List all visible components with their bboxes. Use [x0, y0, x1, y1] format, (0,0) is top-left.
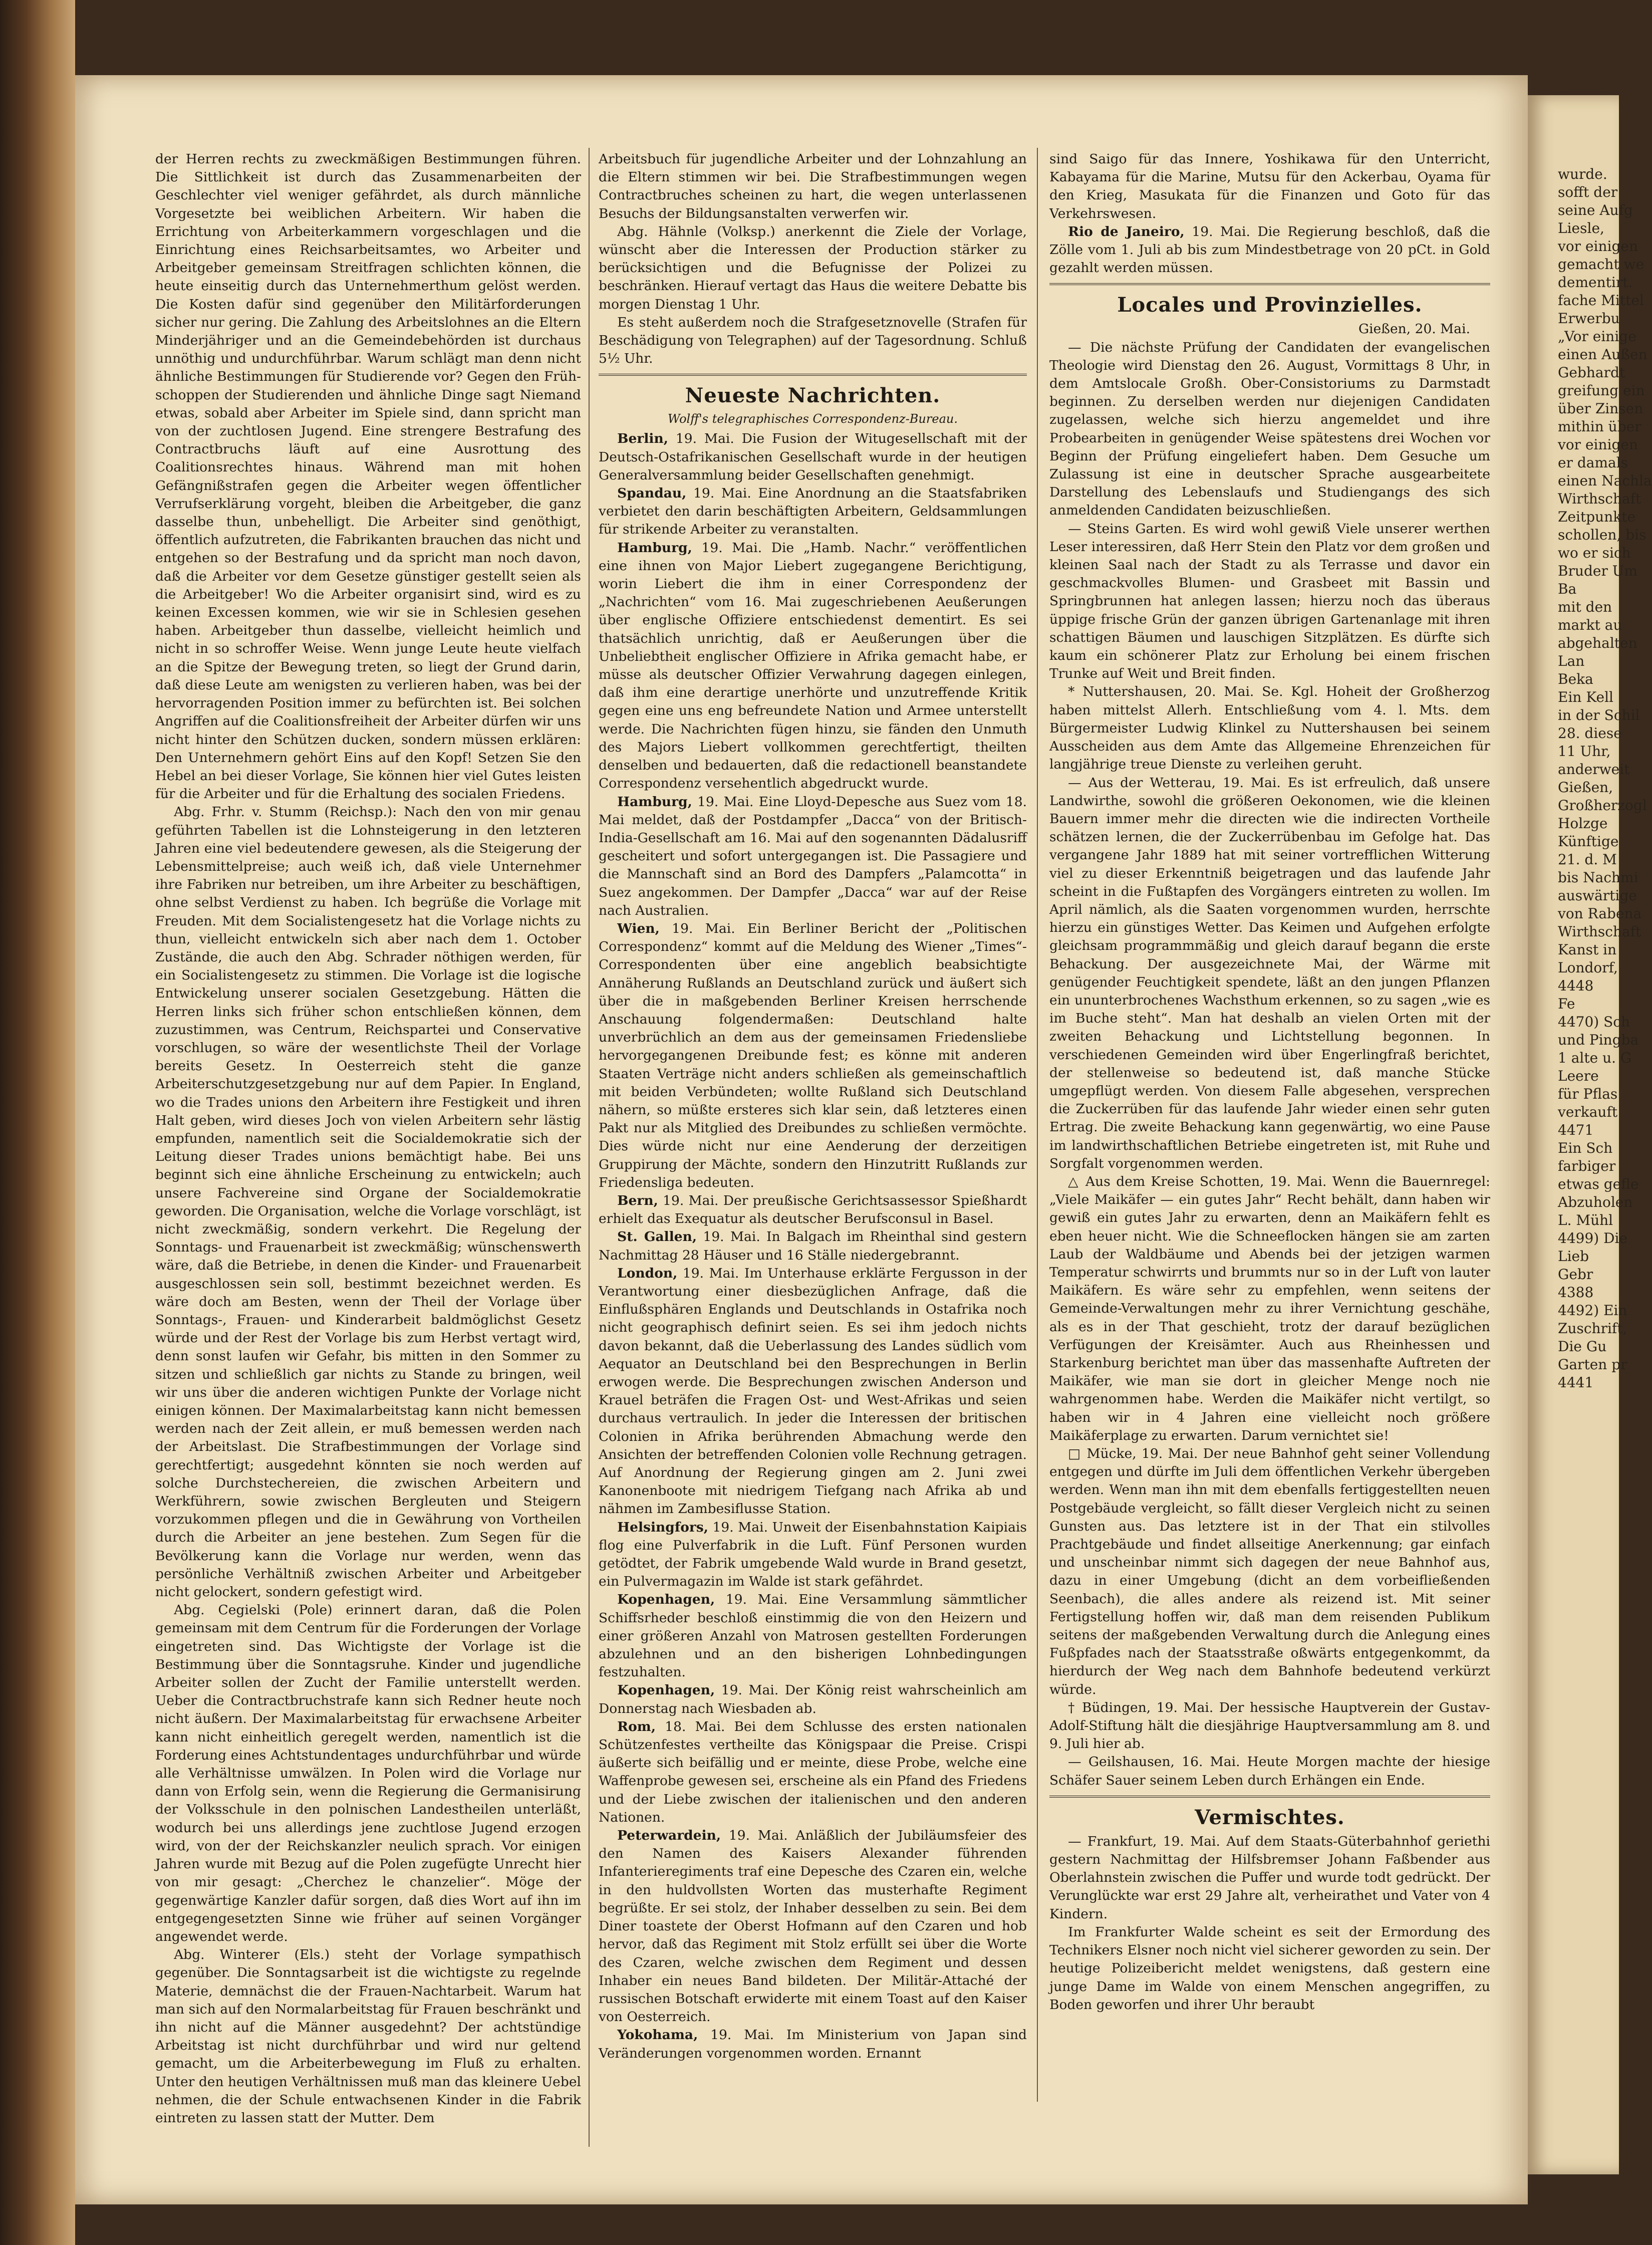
news-location: Bern, [617, 1192, 658, 1208]
news-location: Kopenhagen, [617, 1592, 715, 1608]
news-text: 19. Mai. Die Fusion der Witugesellschaft mit der Deutsch-Ostafrikanischen Gesellschaft wurde in der heutigen Generalversammlung beider Gesellschaften genehmigt. [599, 431, 1027, 483]
strip-line: Lieb [1558, 1248, 1589, 1265]
article-paragraph: — Die nächste Prüfung der Candidaten der evangelischen Theologie wird Dienstag den 26. August, Vormittags 8 Uhr, in dem Amtslocale Großh. Ober-Consistoriums zu Darmstadt beginnen. Zu derselben werden nur diejenigen Candidaten zugelassen, welche sich hierzu angemeldet und ihre Probearbeiten in genügender Weise spätestens drei Wochen vor Beginn der Prüfung eingeliefert haben. Dem Gesuche um Zulassung ist eine in deutscher Sprache ausgearbeitete Darstellung des Lebenslaufs und Studiengangs des sich anmeldenden Candidaten beizuschließen. [1049, 339, 1490, 519]
news-location: Peterwardein, [617, 1828, 721, 1844]
news-item [599, 1265, 1027, 1519]
news-text: 19. Mai. Im Unterhause erklärte Fergusson in der Verantwortung einer diesbezüglichen Anfrage, daß die Einflußsphären Englands und Deutschlands in Ostafrika noch nicht geographisch definirt seien. Es sei ihm jedoch nichts davon bekannt, daß die Ueberlassung des Landes südlich vom Aequator an Deutschland bei den Besprechungen in Berlin erwogen werde. Die Besprechungen zwischen Anderson und Krauel beträfen die Fragen Ost- und West-Afrikas und seien durchaus vertraulich. In jeder die Interessen der britischen Colonien in Afrika berührenden Abmachung werde den Ansichten der betreffenden Colonien volle Rechnung getragen. Auf Anordnung der Regierung gingen am 2. Juni zwei Kanonenboote mit niedrigem Tiefgang nach Afrika ab und nähmen im Zambesiflusse Station. [599, 1265, 1027, 1517]
news-item [599, 1228, 1027, 1264]
news-text: 19. Mai. Der preußische Gerichtsassessor Spießhardt erhielt das Exequatur als deutscher Berufsconsul in Basel. [599, 1192, 1027, 1227]
article-paragraph: Es steht außerdem noch die Strafgesetznovelle (Strafen für Beschädigung von Telegraphen) auf der Tagesordnung. Schluß 5½ Uhr. [599, 314, 1027, 367]
strip-line: Londorf, [1558, 959, 1618, 976]
strip-line: Fe [1558, 995, 1575, 1012]
article-paragraph: sind Saigo für das Innere, Yoshikawa für den Unterricht, Kabayama für die Marine, Mutsu für den Ackerbau, Oyama für den Krieg, Masukata für die Finanzen und Goto für das Verkehrswesen. [1049, 151, 1490, 221]
strip-line: er damals [1558, 454, 1628, 471]
strip-line: Leere [1558, 1068, 1599, 1084]
strip-line: Wirthschaft [1558, 923, 1641, 940]
section-subtitle: Wolff's telegraphisches Correspondenz-Bureau. [668, 412, 958, 426]
adjacent-page-strip [1528, 95, 1652, 2174]
article-paragraph: □ Mücke, 19. Mai. Der neue Bahnhof geht seiner Vollendung entgegen und dürfte im Juli dem öffentlichen Verkehr übergeben werden. Wenn man ihn mit dem ebenfalls fertiggestellten neuen Postgebäude vergleicht, so fällt dieser Vergleich nicht zu seinen Gunsten aus. Das letztere ist in der That ein stilvolles Prachtgebäude und findet allseitige Anerkennung; gar einfach und unscheinbar nimmt sich dagegen der neue Bahnhof aus, dazu in einer Umgebung (dicht an dem vorbeifließenden Seenbach), die alles andere als reizend ist. Mit seiner Fertigstellung hoffen wir, daß man dem reisenden Publikum seitens der maßgebenden Verwaltung durch die Anlegung eines Fußpfades nach der Staatsstraße oßwärts entgegenkommt, da hierdurch der Weg nach dem Bahnhofe bedeutend verkürzt würde. [1049, 1446, 1490, 1697]
local-news [1049, 339, 1490, 1790]
article-paragraph: Im Frankfurter Walde scheint es seit der Ermordung des Technikers Elsner noch nicht viel sicherer geworden zu sein. Der heutige Polizeibericht meldet wenigstens, daß gestern eine junge Dame im Walde von einem Menschen angegriffen, zu Boden geworfen und ihrer Uhr beraubt [1049, 1924, 1490, 2013]
strip-line: Holzge [1558, 815, 1608, 832]
strip-line: einen Außen [1558, 346, 1647, 363]
strip-line: 11 Uhr, [1558, 743, 1611, 760]
strip-line: 4471 [1558, 1122, 1594, 1138]
news-text: 19. Mai. Eine Versammlung sämmtlicher Schiffsrheder beschloß einstimmig die von den Heizern und einer größeren Anzahl von Matrosen gestellten Forderungen abzulehnen und an den bisherigen Lohnbedingungen festzuhalten. [599, 1592, 1027, 1680]
strip-line: Lan [1558, 653, 1585, 669]
strip-line: wurde. [1558, 166, 1607, 182]
strip-line: bis Nachmi [1558, 869, 1638, 886]
article-paragraph: der Herren rechts zu zweckmäßigen Bestimmungen führen. Die Sittlichkeit ist durch das Zusammenarbeiten der Geschlechter viel weniger gefährdet, als durch männliche Vorgesetzte bei weiblichen Arbeitern. Wir haben die Errichtung von Arbeiterkammern vorgeschlagen und die Einrichtung eines Reichsarbeitsamtes, wo Arbeiter und Arbeitgeber gemeinsam Streitfragen schlichten können, die heute einseitig durch das Unternehmerthum gelöst werden. Die Kosten dafür sind gegenüber den Militärforderungen sicher nur gering. Die Zahlung des Arbeitslohnes an die Eltern Minderjähriger und an die Gemeindebehörden ist durchaus unnöthig und undurchführbar. Warum schlägt man denn nicht ähnliche Bestimmungen für Studierende vor? Gegen den Frühschoppen der Studierenden und ähnliche Dinge sagt Niemand etwas, sobald aber Arbeiter im Spiele sind, dann spricht man von der zuchtlosen Jugend. Eine strengere Bestrafung des Contractbruchs läuft auf eine Ausrottung des Coalitionsrechtes hinaus. Während man mit hohen Gefängnißstrafen gegen die Arbeiter wegen öffentlicher Verrufserklärung vorgeht, bleiben die Arbeitgeber, die ganz dasselbe thun, unbehelligt. Die Arbeiter sind genöthigt, öffentlich aufzutreten, die Fabrikanten brauchen das nicht und entgehen so der Bestrafung und da spricht man noch davon, daß die Arbeiter vor dem Gesetze günstiger gestellt seien als die Arbeitgeber! Wo die Arbeiter organisirt sind, wird es zu keinen Excessen kommen, wie wir sie in Schlesien gesehen haben. Arbeitgeber thun dasselbe, vielleicht heimlich und nicht in so schroffer Weise. Wenn junge Leute heute vielfach an die Spitze der Bewegung treten, so liegt der Grund darin, daß diese Leute am wenigsten zu verlieren haben, was bei der hervorragenden Position immer zu befürchten ist. Bei solchen Angriffen auf die Coalitionsfreiheit der Arbeiter dürfen wir uns nicht hinter den Schützen ducken, sondern müssen erklären: Den Unternehmern gehört Eins auf den Kopf! Setzen Sie den Hebel an bei dieser Vorlage, Sie können hier viel Gutes leisten für die Arbeiter und für die Erhaltung des socialen Friedens. [155, 151, 581, 802]
strip-line: Gebhardt [1558, 364, 1625, 381]
strip-line: verkauft [1558, 1104, 1618, 1120]
article-paragraph: * Nuttershausen, 20. Mai. Se. Kgl. Hoheit der Großherzog haben mittelst Allerh. Entschließung vom 4. l. Mts. dem Bürgermeister Ludwig Klinkel zu Nuttershausen bei seinem Ausscheiden aus dem Amte das Allgemeine Ehrenzeichen für langjährige treue Dienste zu verleihen geruht. [1049, 684, 1490, 773]
strip-line: abgehalten [1558, 635, 1637, 651]
strip-line: vor einigen [1558, 436, 1638, 453]
news-location: Spandau, [617, 485, 687, 502]
news-item [599, 920, 1027, 1192]
strip-line: Zeitpunkte [1558, 509, 1636, 525]
adjacent-page-text [1528, 95, 1652, 1392]
article-paragraph: Arbeitsbuch für jugendliche Arbeiter und der Lohnzahlung an die Eltern stimmen wir bei. Die Strafbestimmungen wegen Contractbruches scheinen zu hart, die wegen unterlassenen Besuchs der Bildungsanstalten verwerfen wir. [599, 151, 1027, 221]
news-text: 19. Mai. Eine Lloyd-Depesche aus Suez vom 18. Mai meldet, daß der Postdampfer „Dacca“ von der Britisch-India-Gesellschaft am 16. Mai auf den sogenannten Dädalusriff gescheitert und sofort untergegangen ist. Die Passagiere und die Mannschaft sind an Bord des Dampfers „Palamcotta“ in Suez angekommen. Der Dampfer „Dacca“ war auf der Reise nach Australien. [599, 794, 1027, 918]
news-text: 19. Mai. In Balgach im Rheinthal sind gestern Nachmittag 28 Häuser und 16 Ställe niedergebrannt. [599, 1229, 1027, 1263]
strip-line: auswärtige [1558, 887, 1637, 904]
news-item [599, 1827, 1027, 2026]
strip-line: Gießen, [1558, 779, 1613, 796]
strip-line: Kanst in [1558, 941, 1617, 958]
strip-line: Erwerbu [1558, 310, 1620, 327]
column-3 [1049, 150, 1490, 2104]
section-rule [599, 374, 1027, 376]
news-location: St. Gallen, [617, 1229, 697, 1245]
strip-line: Liesle, [1558, 220, 1604, 236]
news-text: 19. Mai. Der König reist wahrscheinlich am Donnerstag nach Wiesbaden ab. [599, 1682, 1027, 1716]
strip-line: 4448 [1558, 977, 1594, 994]
news-item [599, 793, 1027, 920]
news-text: 19. Mai. Ein Berliner Bericht der „Politischen Correspondenz“ kommt auf die Meldung des Wiener „Times“-Correspondenten über eine angeblich beabsichtigte Annäherung Rußlands an Deutschland zurück und äußert sich über die in maßgebenden Berliner Kreisen herrschende Anschauung folgendermaßen: Deutschland halte unverbrüchlich an dem aus der gemeinsamen Friedensliebe hervorgegangenen Dreibunde fest; es könne mit anderen Staaten Verträge nicht anders schließen als gemeinschaftlich mit beiden Verbündeten; wollte Rußland sich Deutschland nähern, so müßte ersteres sich klar sein, daß letzteres einen Pakt nur als Mitglied des Dreibundes zu schließen vermöchte. Dies würde nicht nur eine Aenderung der derzeitigen Gruppirung der Mächte, sondern den Hinzutritt Rußlands zur Friedensliga bedeuten. [599, 920, 1027, 1190]
strip-line: Zuschrift, [1558, 1320, 1627, 1337]
strip-line: Ein Kell [1558, 689, 1613, 705]
strip-line: 4441 [1558, 1374, 1594, 1391]
news-item [1049, 223, 1490, 278]
news-text: 19. Mai. Eine Anordnung an die Staatsfabriken verbietet den darin beschäftigten Arbeitern, Geldsammlungen für strikende Arbeiter zu veranstalten. [599, 485, 1027, 538]
strip-line: mit den [1558, 599, 1612, 615]
news-location: Rom, [617, 1718, 656, 1734]
strip-line: Beka [1558, 671, 1593, 687]
article-paragraph: † Büdingen, 19. Mai. Der hessische Hauptverein der Gustav-Adolf-Stiftung hält die diesjährige Hauptversammlung am 8. und 9. Juli hier ab. [1049, 1699, 1490, 1752]
strip-line: und Pingba [1558, 1032, 1639, 1048]
strip-line: Wirthschaft [1558, 490, 1641, 507]
strip-line: 4388 [1558, 1284, 1594, 1301]
news-text: 18. Mai. Bei dem Schlusse des ersten nationalen Schützenfestes vertheilte das Königspaar die Preise. Crispi äußerte sich beifällig und er meinte, diese Probe, welche eine Waffenprobe gewesen sei, erscheine als ein Pfand des Friedens und der Liebe zwischen der italienischen und den anderen Nationen. [599, 1718, 1027, 1825]
news-text: 19. Mai. Anläßlich der Jubiläumsfeier des den Namen des Kaisers Alexander führenden Infanterieregiments traf eine Depesche des Czaren ein, welche in den huldvollsten Worten das musterhafte Regiment begrüßte. Er sei stolz, der Inhaber desselben zu sein. Bei dem Diner toastete der Oberst Hofmann auf den Czaren und hob hervor, daß das Regiment mit Stolz erfüllt sei über die Worte des Czaren, welche zwischen dem Regiment und dessen Inhaber ein neues Band bildeten. Der Militär-Attaché der russischen Botschaft erwiderte mit einem Toast auf den Kaiser von Oesterreich. [599, 1828, 1027, 2025]
column-divider [589, 148, 590, 2147]
strip-line: 21. d. M [1558, 851, 1617, 868]
news-item [599, 1192, 1027, 1228]
strip-line: greifung ein [1558, 382, 1645, 399]
article-paragraph: — Aus der Wetterau, 19. Mai. Es ist erfreulich, daß unsere Landwirthe, sowohl die größeren Oekonomen, wie die kleinen Bauern immer mehr die directen wie die indirecten Vortheile schätzen lernen, die der Zuckerrübenbau im Gefolge hat. Das vergangene Jahr 1889 hat mit seiner vortrefflichen Witterung viel zu dieser Erkenntniß beigetragen und das laufende Jahr scheint in die Fußtapfen des Vorgängers eintreten zu wollen. Im April nämlich, als die Saaten vorgenommen wurden, herrschte hierzu ein günstiges Wetter. Das Keimen und Aufgehen erfolgte gleichsam programmmäßig und gleich darauf begann die erste Behackung. Der ausgezeichnete Mai, der Wärme mit genügender Feuchtigkeit spendete, läßt an den jungen Pflanzen ein ununterbrochenes Wachsthum erkennen, so zu sagen „wie es im Buche steht“. Man hat deshalb an vielen Orten mit der zweiten Behackung und Lichtstellung begonnen. In verschiedenen Gemeinden wird über Engerlingfraß berichtet, der stellenweise so bedeutend ist, daß manche Stücke umgepflügt werden. Von diesem Falle abgesehen, versprechen die Zuckerrüben für das laufende Jahr wieder einen sehr guten Ertrag. Die zweite Behackung kann gegenwärtig, wo eine Pause im landwirthschaftlichen Betriebe eingetreten ist, mit Ruhe und Sorgfalt vorgenommen werden. [1049, 775, 1490, 1171]
strip-line: gemacht we [1558, 256, 1644, 273]
misc-news [1049, 1833, 1490, 2014]
article-paragraph: — Geilshausen, 16. Mai. Heute Morgen machte der hiesige Schäfer Sauer seinem Leben durch Erhängen ein Ende. [1049, 1754, 1490, 1788]
news-location: Helsingfors, [617, 1519, 709, 1535]
news-location: Wien, [617, 920, 660, 936]
news-location: Hamburg, [617, 540, 692, 556]
strip-line: Garten pr [1558, 1356, 1627, 1373]
news-location: Berlin, [617, 431, 668, 447]
strip-line: Die Gu [1558, 1338, 1607, 1355]
strip-line: Gebr [1558, 1266, 1593, 1283]
section-rule [1049, 1796, 1490, 1798]
news-location: Kopenhagen, [617, 1682, 715, 1698]
article-paragraph: △ Aus dem Kreise Schotten, 19. Mai. Wenn die Bauernregel: „Viele Maikäfer — ein gutes Jahr“ Recht behält, dann haben wir gewiß ein gutes Jahr zu erwarten, denn an Maikäfern fehlt es eben heuer nicht. Wie die Schneeflocken hängen sie am zarten Laub der Waldbäume und Abends bei der jetzigen warmen Temperatur schwirrts und brummts nur so in der Luft von lauter Maikäfern. Es wäre sehr zu empfehlen, wenn seitens der Gemeinde-Verwaltungen mehr zu ihrer Vernichtung geschähe, als es in der That geschieht, trotz der darauf bezüglichen Verfügungen der Kreisämter. Auch aus Rheinhessen und Starkenburg berichtet man über das massenhafte Auftreten der Maikäfer, wie man sie dort in gleicher Menge noch nie wahrgenommen habe. Werden die Maikäfer nicht vertilgt, so haben wir in 4 Jahren eine vielleicht noch größere Maikäferplage zu erwarten. Darum vernichtet sie! [1049, 1173, 1490, 1443]
strip-line: Großherzogl [1558, 797, 1647, 814]
strip-line: für Pflas [1558, 1086, 1618, 1102]
strip-line: in der Schil [1558, 707, 1640, 723]
section-title-neueste-nachrichten: Neueste Nachrichten. [685, 384, 941, 408]
news-item [599, 484, 1027, 539]
strip-line: Abzuholen [1558, 1194, 1633, 1210]
strip-line: 28. diese [1558, 725, 1622, 741]
news-location: London, [617, 1265, 678, 1281]
news-item [599, 1681, 1027, 1717]
news-text: 19. Mai. Unweit der Eisenbahnstation Kaipiais flog eine Pulverfabrik in die Luft. Fünf Personen wurden getödtet, der Fabrik umgebende Wald wurde in Brand gesetzt, ein Pulvermagazin im Walde ist stark gefährdet. [599, 1519, 1027, 1590]
news-item [599, 430, 1027, 484]
strip-line: anderweit [1558, 761, 1630, 778]
article-paragraph: Abg. Frhr. v. Stumm (Reichsp.): Nach den von mir genau geführten Tabellen ist die Lohnsteigerung in den letzteren Jahren eine viel bedeutendere gewesen, als die Steigerung der Lebensmittelpreise; auch weiß ich, daß viele Unternehmer ihre Fabriken nur betreiben, um ihre Arbeiter zu beschäftigen, ohne selbst Verdienst zu haben. Ich begrüße die Vorlage mit Freuden. Mit dem Socialistengesetz hat die Vorlage nichts zu thun, vielleicht entwickeln sich aber nach dem 1. October Zustände, die auch den Abg. Schrader nöthigen werden, für ein Socialistengesetz zu stimmen. Die Vorlage ist die logische Entwickelung unserer socialen Gesetzgebung. Hätten die Herren links sich früher schon entschließen können, dem zuzustimmen, was Centrum, Reichspartei und Conservative vorschlugen, so wäre der wesentlichste Theil der Vorlage bereits Gesetz. In Oesterreich steht die ganze Arbeiterschutzgesetzgebung nur auf dem Papier. In England, wo die Trades unions den Arbeitern ihre Festigkeit und ihren Halt geben, wird dieses Joch von vielen Arbeitern sehr lästig empfunden, namentlich seit die Socialdemokratie sich der Leitung dieser Trades unions bemächtigt habe. Bei uns beginnt sich eine ähnliche Erscheinung zu entwickeln; auch unsere Fachvereine sind Organe der Socialdemokratie geworden. Die Organisation, welche die Vorlage vorschlägt, ist nicht zweckmäßig, sondern verkehrt. Die Regelung der Sonntags- und Frauenarbeit ist zweckmäßig; wünschenswerth wäre, daß die Betriebe, in denen die Kinder- und Frauenarbeit ausgeschlossen sein soll, bestimmt bezeichnet werden. Es wäre doch am Besten, wenn der Theil der Vorlage über Sonntags-, Frauen- und Kinderarbeit baldmöglichst Gesetz würde und der Rest der Vorlage bis zum Herbst vertagt wird, denn sonst laufen wir Gefahr, bis mitten in den Sommer zu sitzen und schließlich gar nichts zu Stande zu bringen, weil wir uns über die anderen wichtigen Punkte der Vorlage nicht einigen können. Der Maximalarbeitstag kann nicht bemessen werden nach der Zeit allein, er muß bemessen werden nach der Arbeitslast. Die Strafbestimmungen der Vorlage sind gerechtfertigt; ausgedehnt könnten sie noch werden auf solche Durchstechereien, die zwischen Arbeitern und Werkführern, sowie zwischen Bergleuten und Steigern vorzukommen pflegen und die in Gewährung von Vortheilen durch die Arbeiter an jene bestehen. Zum Segen für die Bevölkerung kann die Vorlage nur werden, wenn das persönliche Verhältniß zwischen Arbeiter und Arbeitgeber nicht gelockert, sondern gefestigt wird. [155, 804, 581, 1600]
news-item [599, 2026, 1027, 2062]
news-items [599, 430, 1027, 2062]
news-item [599, 539, 1027, 793]
strip-line: von Rabena [1558, 905, 1642, 922]
news-text: 19. Mai. Im Ministerium von Japan sind Veränderungen vorgenommen worden. Ernannt [599, 2027, 1027, 2061]
strip-line: 4499) Die [1558, 1230, 1628, 1246]
news-text: 19. Mai. Die Regierung beschloß, daß die Zölle vom 1. Juli ab bis zum Mindestbetrage von 20 pCt. in Gold gezahlt werden müssen. [1049, 223, 1490, 276]
strip-line: mithin über [1558, 418, 1641, 435]
section-title-locales: Locales und Provinzielles. [1117, 293, 1423, 317]
strip-line: Ba [1558, 581, 1577, 597]
strip-line: 4492) Ein [1558, 1302, 1627, 1319]
strip-line: etwas gefle [1558, 1176, 1639, 1192]
section-title-vermischtes: Vermischtes. [1195, 1805, 1345, 1829]
column-1 [155, 150, 581, 2149]
strip-line: dementirt. [1558, 274, 1633, 291]
news-item [599, 1718, 1027, 1827]
strip-line: fache Mittel [1558, 292, 1644, 309]
article-paragraph: — Steins Garten. Es wird wohl gewiß Viele unserer werthen Leser interessiren, daß Herr Stein den Platz vor dem großen und kleinen Saal nach der Stadt zu als Terrasse und davor ein geschmackvolles Blumen- und Grasbeet mit Bassin und Springbrunnen hat anlegen lassen; hierzu noch das überaus üppige frische Grün der ganzen übrigen Gartenanlage mit ihren schattigen Bäumen und lauschigen Sitzplätzen. Es dürfte sich kaum ein schönerer Platz zur Erholung bei einem frischen Trunke auf Weit und Breit finden. [1049, 521, 1490, 682]
strip-line: einen Nachla [1558, 472, 1652, 489]
strip-line: farbiger [1558, 1158, 1616, 1174]
strip-line: wo er sich [1558, 545, 1631, 561]
dateline: Gießen, 20. Mai. [1358, 321, 1470, 337]
news-location: Hamburg, [617, 794, 692, 810]
strip-line: markt au [1558, 617, 1622, 633]
column-divider [1037, 148, 1038, 2102]
news-location: Rio de Janeiro, [1068, 223, 1185, 239]
column-2 [599, 150, 1027, 2104]
strip-line: Bruder Um [1558, 563, 1637, 579]
strip-line: 1 alte u. G [1558, 1050, 1632, 1066]
strip-line: Ein Sch [1558, 1140, 1613, 1156]
strip-line: vor einigen [1558, 238, 1638, 255]
article-paragraph: Abg. Hähnle (Volksp.) anerkennt die Ziele der Vorlage, wünscht aber die Interessen der Production stärker zu berücksichtigen und die Befugnisse der Polizei zu beschränken. Hierauf vertagt das Haus die weitere Debatte bis morgen Dienstag 1 Uhr. [599, 223, 1027, 312]
section-rule [1049, 283, 1490, 285]
news-location: Yokohama, [617, 2027, 698, 2043]
news-item [599, 1519, 1027, 1591]
strip-line: sofft der [1558, 184, 1618, 200]
strip-line: 4470) Sch [1558, 1014, 1630, 1030]
strip-line: Künftige [1558, 833, 1619, 850]
news-item [599, 1591, 1027, 1681]
news-text: 19. Mai. Die „Hamb. Nachr.“ veröffentlichen eine ihnen von Major Liebert zugegangene Berichtigung, worin Liebert die ihm in einer Correspondenz der „Nachrichten“ vom 16. Mai zugeschriebenen Aeußerungen über englische Offiziere entschiedenst dementirt. Es sei thatsächlich unrichtig, daß er Aeußerungen über die Unbeliebtheit englischer Offiziere in Afrika gemacht habe, er müsse als deutscher Offizier Verwahrung dagegen einlegen, daß ihm eine derartige unerhörte und unzutreffende Kritik gegen eine uns eng befreundete Nation und Armee unterstellt werde. Die Nachrichten fügen hinzu, sie fänden den Unmuth des Majors Liebert vollkommen gerechtfertigt, theilten denselben und bedauerten, daß die redactionell beanstandete Correspondenz versehentlich abgedruckt wurde. [599, 540, 1027, 792]
article-paragraph: Abg. Cegielski (Pole) erinnert daran, daß die Polen gemeinsam mit dem Centrum für die Forderungen der Vorlage eingetreten sind. Das Wichtigste der Vorlage ist die Bestimmung über die Sonntagsruhe. Kinder und jugendliche Arbeiter sollen der Zucht der Familie unterstellt werden. Ueber die Contractbruchstrafe kann sich Redner heute noch nicht äußern. Der Maximalarbeitstag für erwachsene Arbeiter kann nicht einheitlich geregelt werden, namentlich ist die Forderung eines Achtstundentages undurchführbar und würde alle Verhältnisse umwälzen. In Polen wird die Vorlage nur dann von Erfolg sein, wenn die Regierung die Germanisirung der Volksschule in den polnischen Landestheilen unterläßt, wodurch bei uns allerdings jene zuchtlose Jugend erzogen wird, von der der Reichskanzler neulich sprach. Vor einigen Jahren wurde mit Bezug auf die Polen zugefügte Unrecht hier von mir gesagt: „Cherchez le chanzelier“. Möge der gegenwärtige Kanzler dafür sorgen, daß dies Wort auf ihn im entgegengesetzten Sinne wie früher auf seinen Vorgänger angewendet werde. [155, 1602, 581, 1944]
strip-line: L. Mühl [1558, 1212, 1613, 1228]
strip-line: über Zinsen [1558, 400, 1643, 417]
strip-line: „Vor einige [1558, 328, 1636, 345]
strip-line: seine Aufg [1558, 202, 1633, 218]
article-paragraph: Abg. Winterer (Els.) steht der Vorlage sympathisch gegenüber. Die Sonntagsarbeit ist die wichtigste zu regelnde Materie, demnächst die der Frauen-Nachtarbeit. Warum hat man sich auf den Normalarbeitstag für Frauen beschränkt und ihn nicht auf die Männer ausgedehnt? Der achtstündige Arbeitstag ist nicht durchführbar und wird nur geltend gemacht, um die Arbeiterbewegung im Fluß zu erhalten. Unter den heutigen Verhältnissen muß man das kleinere Uebel nehmen, die der Schule entwachsenen Kinder in die Fabrik eintreten zu lassen statt der Mutter. Dem [155, 1947, 581, 2126]
strip-line: schollen, bis [1558, 527, 1646, 543]
book-spine-edge [0, 0, 75, 2245]
article-paragraph: — Frankfurt, 19. Mai. Auf dem Staats-Güterbahnhof geriethi gestern Nachmittag der Hilfsbremser Johann Faßbender aus Oberlahnstein zwischen die Puffer und wurde todt gedrückt. Der Verunglückte war erst 29 Jahre alt, verheirathet und Vater von 4 Kindern. [1049, 1833, 1490, 1922]
